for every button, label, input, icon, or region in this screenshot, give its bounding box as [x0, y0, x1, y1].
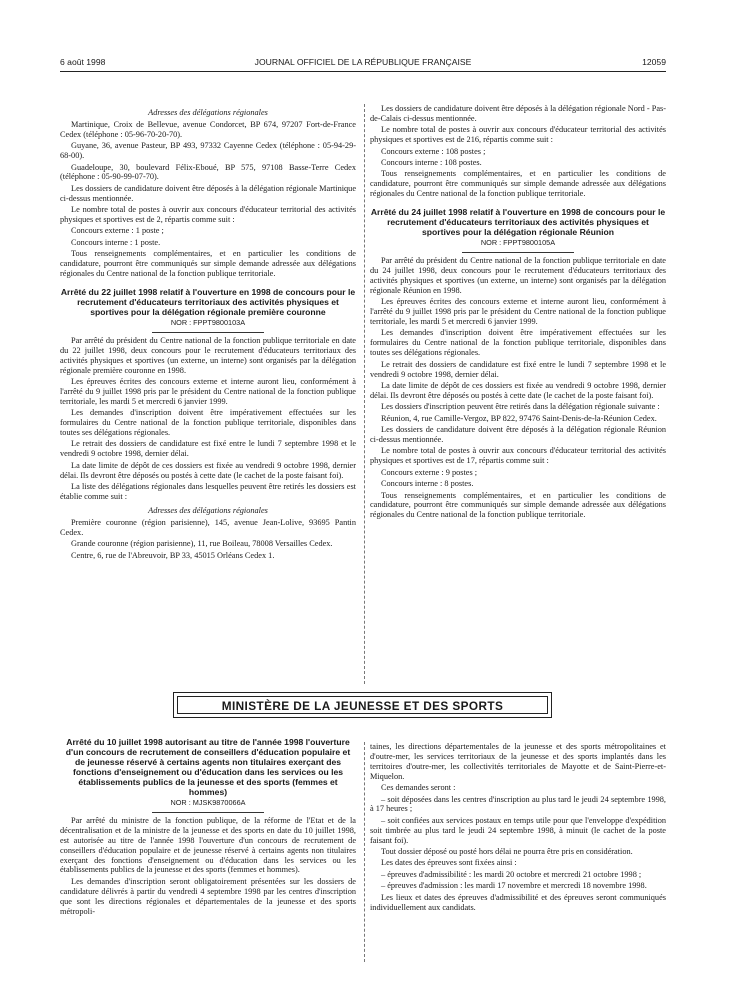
paragraph: Les épreuves écrites des concours externe et interne auront lieu, conformément à l'arrêté du 9 juillet 1998 pris par le président du Centre national de la fonction publique territoriale, les mardi 5 et mercredi 6 janvier 1999. [370, 297, 666, 326]
paragraph: Tous renseignements complémentaires, et en particulier les conditions de candidature, pourront être communiqués sur simple demande adressée aux délégations régionales du Centre national de la fonction publique territoriale. [370, 490, 666, 520]
list-item: – épreuves d'admission : les mardi 17 novembre et mercredi 18 novembre 1998. [381, 881, 647, 891]
paragraph: Les demandes d'inscription seront obligatoirement présentées sur les dossiers de candidature délivrés à partir du vendredi 4 septembre 1998 par les centres d'inscription que sont les directions régionales et départementales de la jeunesse et des sports métropoli- [60, 876, 356, 916]
paragraph: Par arrêté du président du Centre national de la fonction publique territoriale en date du 22 juillet 1998, deux concours pour le recrutement d'éducateurs territoriaux des activités physiques et sportives (un externe, un interne) sont organisés par la délégation régionale première couronne en 1998. [60, 335, 356, 375]
header-date: 6 août 1998 [60, 57, 106, 67]
address: Centre, 6, rue de l'Abreuvoir, BP 33, 45015 Orléans Cedex 1. [71, 550, 275, 560]
right-column-bottom [370, 742, 666, 914]
nor-reference: NOR : FPPT9800105A [480, 238, 556, 248]
divider [462, 252, 574, 253]
section-heading: Adresses des délégations régionales [148, 505, 268, 515]
nor-reference: NOR : FPPT9800103A [170, 318, 246, 327]
header-page-number: 12059 [642, 57, 666, 67]
paragraph: Les dossiers de candidature doivent être déposés à la délégation régionale Nord - Pas-de-Calais ci-dessus mentionnée. [370, 104, 666, 123]
paragraph: Le nombre total de postes à ouvrir aux concours d'éducateur territorial des activités physiques et sportives est de 17, répartis comme suit : [370, 446, 666, 466]
paragraph: Les épreuves écrites des concours externe et interne auront lieu, conformément à l'arrêté du 9 juillet 1998 pris par le président du Centre national de la fonction publique territoriale, les mardi 5 et mercredi 6 janvier 1999. [60, 377, 356, 406]
list-item: Concours interne : 108 postes. [381, 158, 482, 168]
list-item: – soit déposées dans les centres d'inscription au plus tard le jeudi 24 septembre 1998, à 17 heures ; [370, 794, 666, 814]
paragraph: Guyane, 36, avenue Pasteur, BP 493, 97332 Cayenne Cedex (téléphone : 05-94-29-68-00). [60, 141, 356, 161]
paragraph: Tous renseignements complémentaires, et en particulier les conditions de candidature, pourront être communiqués sur simple demande adressée aux délégations régionales du Centre national de la fonction publique territoriale. [370, 169, 666, 199]
paragraph: La date limite de dépôt de ces dossiers est fixée au vendredi 9 octobre 1998, dernier délai. Ils devront être déposés ou postés à cette date (le cachet de la poste faisant foi). [60, 460, 356, 480]
paragraph: Les dossiers d'inscription peuvent être retirés dans la délégation régionale suivante : [381, 402, 660, 412]
divider [152, 332, 264, 333]
left-column-top [60, 104, 356, 562]
paragraph: Par arrêté du ministre de la fonction publique, de la réforme de l'Etat et de la décentralisation et de la ministre de la jeunesse et des sports en date du 10 juillet 1998, est autorisée au titre de l'année 1998 l'ouverture d'un concours de recrutement de conseillers d'éducation populaire et de jeunesse réservé à certains agents non titulaires exerçant des fonctions d'enseignement ou d'éducation dans les services ou les établissements publics de la jeunesse et des sports (femmes et hommes). [60, 815, 356, 875]
paragraph: Guadeloupe, 30, boulevard Félix-Eboué, BP 575, 97108 Basse-Terre Cedex (téléphone : 05-90-99-07-70). [60, 162, 356, 182]
paragraph: Le retrait des dossiers de candidature est fixé entre le lundi 7 septembre 1998 et le vendredi 9 octobre 1998, dernier délai. [370, 359, 666, 379]
paragraph: Tous renseignements complémentaires, et en particulier les conditions de candidature, pourront être communiqués sur simple demande adressée aux délégations régionales du Centre national de la fonction publique territoriale. [60, 249, 356, 279]
paragraph: Le retrait des dossiers de candidature est fixé entre le lundi 7 septembre 1998 et le vendredi 9 octobre 1998, dernier délai. [60, 439, 356, 459]
address: Grande couronne (région parisienne), 11, rue Boileau, 78008 Versailles Cedex. [71, 539, 333, 549]
paragraph: Les dates des épreuves sont fixées ainsi : [381, 858, 517, 868]
address: Première couronne (région parisienne), 145, avenue Jean-Lolive, 93695 Pantin Cedex. [60, 517, 356, 537]
paragraph: Le nombre total de postes à ouvrir aux concours d'éducateur territorial des activités physiques et sportives est de 216, répartis comme suit : [370, 125, 666, 145]
paragraph: taines, les directions départementales de la jeunesse et des sports métropolitaines et d'outre-mer, les services territoriaux de la jeunesse et des sports implantés dans les territoires d'outre-mer, les collectivités territoriales de Mayotte et de Saint-Pierre-et-Miquelon. [370, 742, 666, 781]
list-item: Concours externe : 1 poste ; [71, 226, 164, 236]
paragraph: Tout dossier déposé ou posté hors délai ne pourra être pris en considération. [381, 847, 633, 857]
header-journal-title: JOURNAL OFFICIEL DE LA RÉPUBLIQUE FRANÇAISE [254, 57, 472, 67]
column-rule-bottom [364, 742, 365, 962]
left-column-bottom [60, 737, 356, 918]
arrete-title: Arrêté du 24 juillet 1998 relatif à l'ouverture en 1998 de concours pour le recrutement d'éducateurs territoriaux des activités physiques et sportives pour la délégation régionale Réunion [370, 207, 666, 238]
divider [152, 812, 264, 813]
paragraph: La date limite de dépôt de ces dossiers est fixée au vendredi 9 octobre 1998, dernier délai. Ils devront être déposés ou postés à cette date (le cachet de la poste faisant foi). [370, 380, 666, 400]
paragraph: Les dossiers de candidature doivent être déposés à la délégation régionale Réunion ci-dessus mentionnée. [370, 425, 666, 444]
column-rule-top [364, 104, 365, 684]
list-item: Concours interne : 1 poste. [71, 237, 161, 247]
paragraph: Le nombre total de postes à ouvrir aux concours d'éducateur territorial des activités physiques et sportives est de 2, répartis comme suit : [60, 205, 356, 225]
list-item: Concours externe : 108 postes ; [381, 146, 486, 156]
paragraph: Les demandes d'inscription doivent être impérativement effectuées sur les formulaires du Centre national de la fonction publique territoriale, disponibles dans toutes ses délégations régionales. [60, 408, 356, 438]
ministry-title: MINISTÈRE DE LA JEUNESSE ET DES SPORTS [177, 696, 548, 714]
paragraph: Martinique, Croix de Bellevue, avenue Condorcet, BP 674, 97207 Fort-de-France Cedex (téléphone : 05-96-70-20-70). [60, 119, 356, 139]
paragraph: Les dossiers de candidature doivent être déposés à la délégation régionale Martinique ci-dessus mentionnée. [60, 183, 356, 203]
paragraph: La liste des délégations régionales dans lesquelles peuvent être retirés les dossiers est établie comme suit : [60, 482, 356, 501]
list-item: Concours interne : 8 postes. [381, 479, 474, 489]
paragraph: Les lieux et dates des épreuves d'admissibilité et des épreuves seront communiqués individuellement aux candidats. [370, 892, 666, 912]
arrete-title: Arrêté du 10 juillet 1998 autorisant au titre de l'année 1998 l'ouverture d'un concours de recrutement de conseillers d'éducation populaire et de jeunesse réservé à certains agents non titulaires exerçant des fonctions d'enseignement ou d'éducation dans les services ou les établissements publics de la jeunesse et des sports (femmes et hommes) [65, 737, 351, 797]
paragraph: Par arrêté du président du Centre national de la fonction publique territoriale en date du 24 juillet 1998, deux concours pour le recrutement d'éducateurs territoriaux des activités physiques et sportives (un externe, un interne) sont organisés par la délégation régionale Réunion en 1998. [370, 256, 666, 295]
nor-reference: NOR : MJSK9870066A [170, 798, 246, 807]
arrete-title: Arrêté du 22 juillet 1998 relatif à l'ouverture en 1998 de concours pour le recrutement d'éducateurs territoriaux des activités physiques et sportives pour la délégation régionale première couronne [60, 287, 356, 317]
list-item: Concours externe : 9 postes ; [381, 467, 478, 477]
paragraph: Ces demandes seront : [381, 783, 456, 793]
list-item: – soit confiées aux services postaux en temps utile pour que l'enveloppe d'expédition soit timbrée au plus tard le jeudi 24 septembre 1998, à minuit (le cachet de la poste faisant foi). [370, 815, 666, 845]
right-column-top [370, 104, 666, 522]
list-item: – épreuves d'admissibilité : les mardi 20 octobre et mercredi 21 octobre 1998 ; [381, 869, 642, 879]
section-heading: Adresses des délégations régionales [148, 108, 268, 117]
address: Réunion, 4, rue Camille-Vergoz, BP 822, 97476 Saint-Denis-de-la-Réunion Cedex. [381, 413, 657, 423]
page-header [60, 57, 666, 72]
paragraph: Les demandes d'inscription doivent être impérativement effectuées sur les formulaires du Centre national de la fonction publique territoriale, disponibles dans toutes ses délégations régionales. [370, 328, 666, 358]
ministry-banner [173, 692, 552, 718]
